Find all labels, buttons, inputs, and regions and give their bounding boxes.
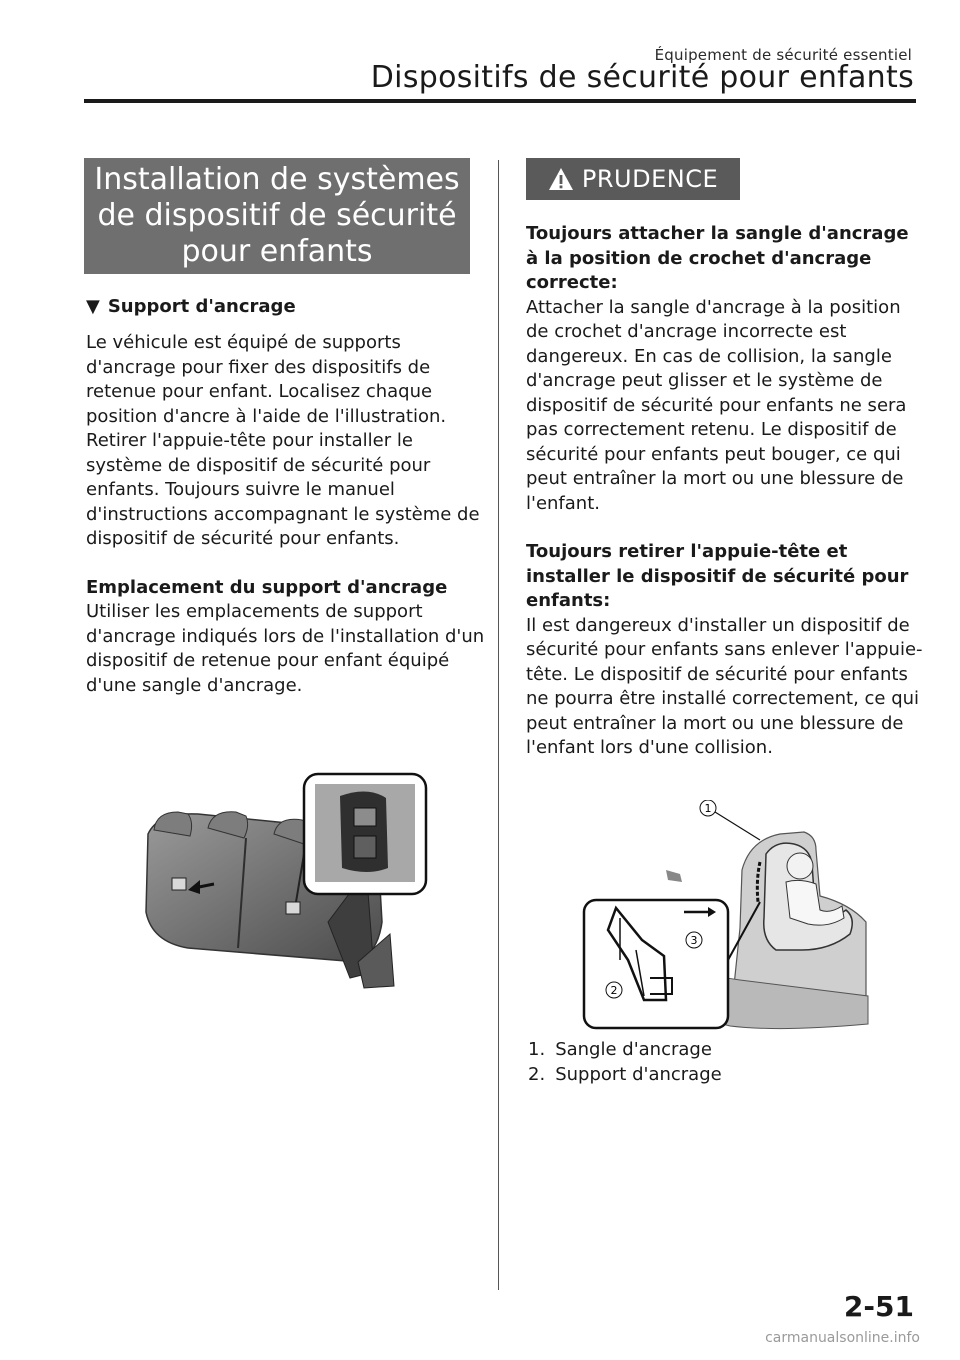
child-seat-tether-illustration (580, 800, 880, 1032)
caution-text-2: Il est dangereux d'installer un dispositif de sécurité pour enfants sans enlever l'appuie-tête. Le dispositif de sécurité pour enfants ne pourra être installé correctement, ce qui peut entraîner la mort ou une blessure de l'enfant lors d'une collision. (526, 614, 923, 758)
triangle-marker-icon: ▼ (86, 296, 100, 317)
anchor-description: Le véhicule est équipé de supports d'ancrage pour fixer des dispositifs de retenue pour enfant. Localisez chaque position d'ancre à l'aide de l'illustration. Retirer l'appuie-tête pour installer le système de dispositif de sécurité pour enfants. Toujours suivre le manuel d'instructions accompagnant le système de dispositif de sécurité pour enfants. (86, 332, 480, 549)
subheading-text: Support d'ancrage (107, 296, 296, 317)
caution-banner (526, 158, 740, 200)
header-divider (84, 99, 916, 103)
caution-heading-1: Toujours attacher la sangle d'ancrage à la position de crochet d'ancrage correcte: (526, 223, 909, 293)
callout-1: 1 (704, 802, 712, 815)
subheading (86, 296, 486, 317)
caution-label: PRUDENCE (581, 165, 719, 193)
callout-3: 3 (690, 934, 698, 947)
caution-heading-2: Toujours retirer l'appuie-tête et installer le dispositif de sécurité pour enfants: (526, 541, 909, 611)
watermark: carmanualsonline.info (765, 1330, 920, 1346)
callout-2: 2 (610, 984, 618, 997)
caption-item: 2. Support d'ancrage (528, 1063, 722, 1085)
rear-seat-anchor-illustration (128, 772, 428, 990)
section-title: Installation de systèmes de dispositif de sécurité pour enfants (94, 162, 460, 269)
anchor-location-text: Utiliser les emplacements de support d'ancrage indiqués lors de l'installation d'un dispositif de retenue pour enfant équipé d'une sangle d'ancrage. (86, 601, 485, 696)
caution-text-1: Attacher la sangle d'ancrage à la position de crochet d'ancrage incorrecte est dangereux. En cas de collision, la sangle d'ancrage peut glisser et le système de dispositif de sécurité pour enfants ne sera pas correctement retenu. Le dispositif de sécurité pour enfants peut bouger, ce qui peut entraîner la mort ou une blessure de l'enfant. (526, 296, 907, 514)
right-column (526, 222, 926, 761)
chapter-subtitle: Équipement de sécurité essentiel (654, 46, 912, 64)
column-divider (498, 160, 499, 1290)
page-number: 2-51 (843, 1290, 914, 1323)
section-title-box (84, 158, 470, 274)
page-title: Dispositifs de sécurité pour enfants (370, 60, 914, 95)
warning-triangle-icon (548, 167, 574, 191)
caption-item: 1. Sangle d'ancrage (528, 1039, 712, 1060)
left-column (86, 296, 486, 698)
figure-captions (528, 1038, 722, 1087)
anchor-location-heading: Emplacement du support d'ancrage (86, 576, 448, 598)
